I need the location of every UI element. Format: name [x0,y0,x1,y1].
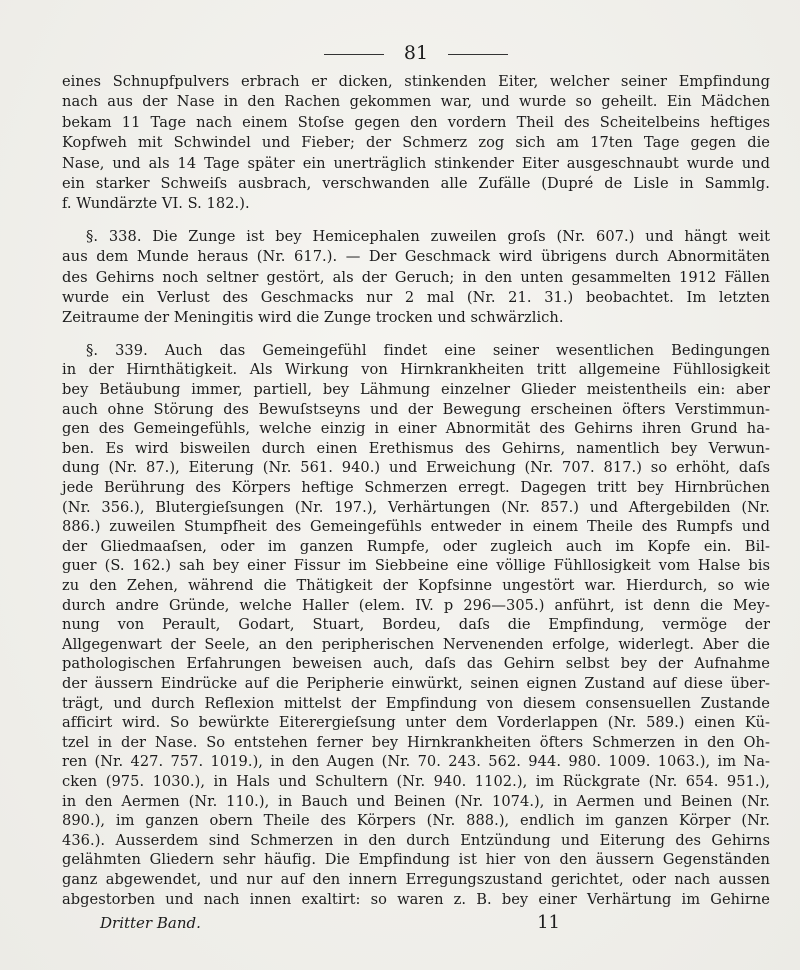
text-line: 886.) zuweilen Stumpfheit des Gemeingefühls entweder in einem Theile des Rumpfs und [62,518,770,536]
page-footer [100,912,560,933]
text-line: f. Wundärzte VI. S. 182.). [62,195,250,213]
text-line: ganz abgewendet, und nur auf den innern Erregungszustand gerichtet, oder nach aussen [62,870,770,888]
paragraph-339 [62,341,770,909]
text-line: aus dem Munde heraus (Nr. 617.). — Der Geschmack wird übrigens durch Abnormitäten [62,248,770,266]
text-line: nung von Perault, Godart, Stuart, Bordeu, daſs die Empfindung, vermöge der [62,616,770,634]
text-line: dung (Nr. 87.), Eiterung (Nr. 561. 940.) und Erweichung (Nr. 707. 817.) so erhöht, daſs [62,459,770,477]
text-line: Kopfweh mit Schwindel und Fieber; der Schmerz zog sich am 17ten Tage gegen die [62,134,770,152]
text-line: Allgegenwart der Seele, an den peripherischen Nervenenden erfolge, widerlegt. Aber die [62,635,770,653]
text-line: 890.), im ganzen obern Theile des Körpers (Nr. 888.), endlich im ganzen Körper (Nr. [62,812,770,830]
text-line: eines Schnupfpulvers erbrach er dicken, stinkenden Eiter, welcher seiner Empfindung [62,73,770,90]
text-line: §. 339. Auch das Gemeingefühl findet eine seiner wesentlichen Bedingungen [86,341,770,359]
text-line: der Gliedmaaſsen, oder im ganzen Rumpfe, oder zugleich auch im Kopfe ein. Bil- [62,537,770,555]
text-line: bey Betäubung immer, partiell, bey Lähmung einzelner Glieder meistentheils ein: aber [62,381,770,399]
sheet-number: 11 [537,912,560,933]
text-line: in den Aermen (Nr. 110.), in Bauch und Beinen (Nr. 1074.), in Aermen und Beinen (Nr. [62,792,770,810]
text-line: Zeitraume der Meningitis wird die Zunge trocken und schwärzlich. [62,309,564,327]
text-line: ren (Nr. 427. 757. 1019.), in den Augen (Nr. 70. 243. 562. 944. 980. 1009. 1063.), im Na- [62,753,770,771]
text-line: auch ohne Störung des Bewuſstseyns und der Bewegung erscheinen öfters Verstimmun- [62,400,770,418]
text-line: guer (S. 162.) sah bey einer Fissur im Siebbeine eine völlige Fühllosigkeit vom Halse bis [62,557,770,575]
text-line: gen des Gemeingefühls, welche einzig in einer Abnormität des Gehirns ihren Grund ha- [62,420,770,438]
page-header [62,40,770,66]
text-line: Nase, und als 14 Tage später ein unerträglich stinkender Eiter ausgeschnaubt wurde und [62,154,770,172]
text-line: der äussern Eindrücke auf die Peripherie einwürkt, seinen eignen Zustand auf diese über- [62,674,770,692]
text-line: (Nr. 356.), Blutergieſsungen (Nr. 197.), Verhärtungen (Nr. 857.) und Aftergebilden (Nr. [62,498,770,516]
text-line: 436.). Ausserdem sind Schmerzen in den durch Entzündung und Eiterung des Gehirns [62,831,770,849]
text-line: durch andre Gründe, welche Haller (elem. IV. p 296—305.) anführt, ist denn die Mey- [62,596,770,614]
text-line: wurde ein Verlust des Geschmacks nur 2 mal (Nr. 21. 31.) beobachtet. Im letzten [62,289,770,307]
text-line: des Gehirns noch seltner gestört, als der Geruch; in den unten gesammelten 1912 Fällen [62,268,770,286]
text-line: cken (975. 1030.), in Hals und Schultern (Nr. 940. 1102.), im Rückgrate (Nr. 654. 951.), [62,772,770,790]
text-line: afficirt wird. So bewürkte Eiterergieſsung unter dem Vorderlappen (Nr. 589.) einen Kü- [62,714,770,732]
text-line: in der Hirnthätigkeit. Als Wirkung von Hirnkrankheiten tritt allgemeine Fühllosigkeit [62,361,770,379]
text-line: ein starker Schweiſs ausbrach, verschwanden alle Zufälle (Dupré de Lisle in Sammlg. [62,175,770,193]
text-line: §. 338. Die Zunge ist bey Hemicephalen zuweilen groſs (Nr. 607.) und hängt weit [86,227,770,245]
signature-mark: Dritter Band. [100,914,201,932]
text-line: zu den Zehen, während die Thätigkeit der Kopfsinne ungestört war. Hierdurch, so wie [62,577,770,594]
paragraph-continued [62,72,770,215]
header-rule-left [324,54,384,55]
text-line: bekam 11 Tage nach einem Stoſse gegen den vordern Theil des Scheitelbeins heftiges [62,113,770,131]
text-line: ben. Es wird bisweilen durch einen Erethismus des Gehirns, namentlich bey Verwun- [62,439,770,457]
text-line: gelähmten Gliedern sehr häufig. Die Empfindung ist hier von den äussern Gegenständen [62,851,770,869]
text-line: jede Berührung des Körpers heftige Schmerzen erregt. Dagegen tritt bey Hirnbrüchen [62,479,770,497]
text-line: pathologischen Erfahrungen beweisen auch, daſs das Gehirn selbst bey der Aufnahme [62,655,770,673]
text-line: trägt, und durch Reflexion mittelst der Empfindung von diesem consensuellen Zustande [62,694,770,712]
text-line: nach aus der Nase in den Rachen gekommen war, und wurde so geheilt. Ein Mädchen [62,93,770,111]
text-line: abgestorben und nach innen exaltirt: so waren z. B. bey einer Verhärtung im Gehirne [62,890,770,908]
page-number: 81 [403,42,429,64]
text-line: tzel in der Nase. So entstehen ferner bey Hirnkrankheiten öfters Schmerzen in den Oh- [62,733,770,751]
paragraph-338 [62,227,770,329]
header-rule-right [448,54,508,55]
